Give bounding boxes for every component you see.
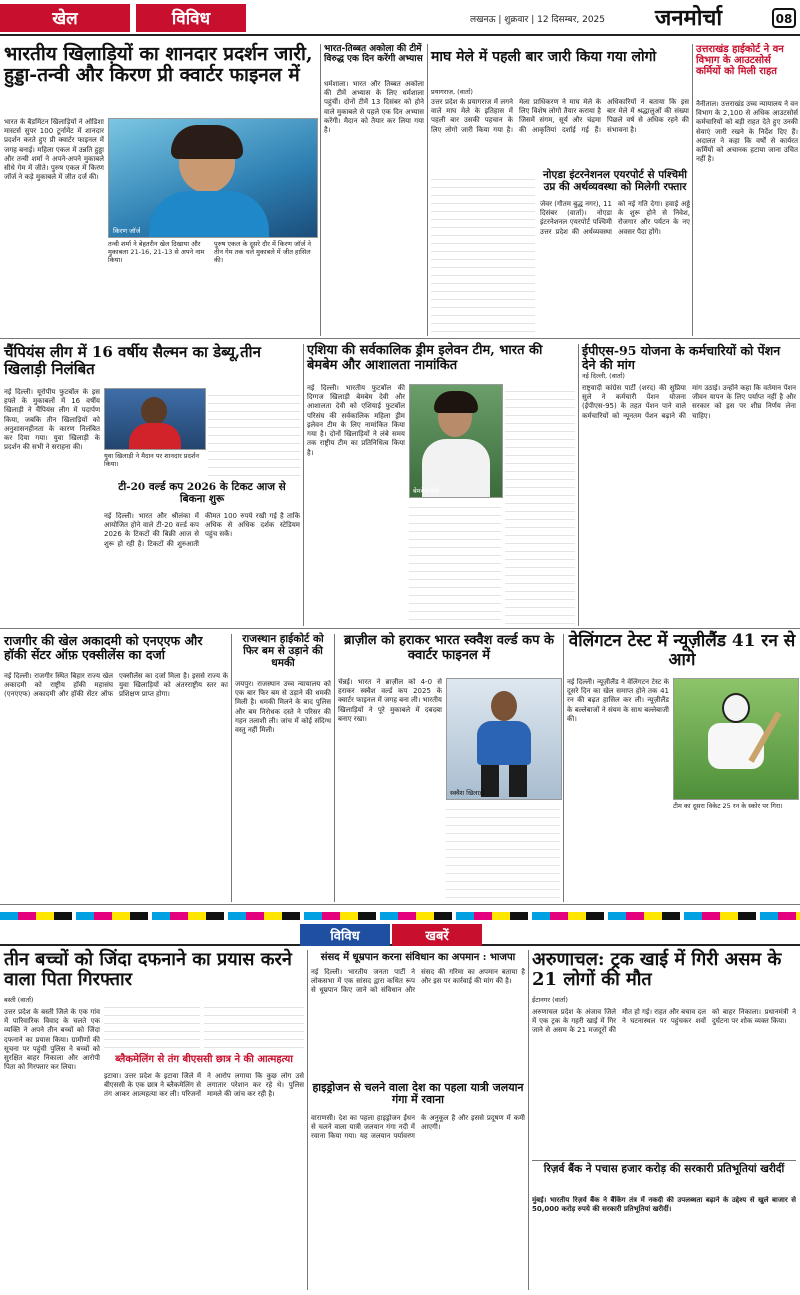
body-t20: नई दिल्ली। भारत और श्रीलंका में आयोजित होने वाले टी-20 वर्ल्ड कप 2026 के टिकटों की बिक्री आज से शुरू हो रही है। टिकटों की शुरुआती कीमत 100 रुपये रखी गई है ताकि अधिक से अधिक दर्शक स्टेडियम पहुंच सकें। <box>104 512 300 548</box>
caption-badminton-left: तन्वी शर्मा ने बेहतरीन खेल दिखाया और मुकाबला 21-16, 21-13 से अपने नाम किया। <box>108 240 205 265</box>
headline-blackmail: ब्लैकमेलिंग से तंग बीएससी छात्र ने की आत्महत्या <box>115 1054 293 1065</box>
body-nz: नई दिल्ली। न्यूज़ीलैंड ने वेलिंगटन टेस्ट के दूसरे दिन का खेल समाप्त होने तक 41 रन की बढ़त हासिल कर ली। न्यूज़ीलैंड के बल्लेबाजों ने संयम के साथ बल्लेबाजी की। <box>567 678 669 723</box>
headline-squash: ब्राज़ील को हराकर भारत स्क्वैश वर्ल्ड कप के क्वार्टर फाइनल में <box>343 633 554 663</box>
headline-badminton: भारतीय खिलाड़ियों का शानदार प्रदर्शन जारी, हुड्डा-तन्वी और किरण प्री क्वार्टर फाइनल में <box>4 43 313 87</box>
headline-nz: वेलिंगटन टेस्ट में न्यूज़ीलैंड 41 रन से आगे <box>568 631 796 671</box>
photo-caption-squash: स्क्वैश खिलाड़ी <box>450 788 485 797</box>
dateline-children: बस्ती (वार्ता) <box>4 996 34 1004</box>
tab-misc[interactable]: विविध <box>136 4 246 32</box>
body-rbi: मुंबई। भारतीय रिज़र्व बैंक ने बैंकिंग तंत्र में नकदी की उपलब्धता बढ़ाने के उद्देश्य से खुले बाजार से 50,000 करोड़ रुपये की सरकारी प्रतिभूतियां खरीदीं। <box>532 1196 796 1214</box>
dateline-magh: प्रयागराज, (वार्ता) <box>431 88 473 96</box>
photo-asia <box>409 384 503 498</box>
body-squash-cont <box>446 802 560 900</box>
body-children-cont2 <box>204 1000 304 1050</box>
headline-arunachal: अरुणाचल: ट्रक खाई में गिरी असम के 21 लोगों की मौत <box>532 949 782 991</box>
misc-tab-label[interactable]: विविध <box>300 924 390 946</box>
body-parliament: नई दिल्ली। भारतीय जनता पार्टी ने लोकसभा में एक सांसद द्वारा कथित रूप से धूम्रपान किए जाने को संविधान और संसद की गरिमा का अपमान बताया है और इस पर कार्रवाई की मांग की है। <box>311 968 525 995</box>
photo-caption-badminton: किरण जॉर्ज <box>113 226 141 235</box>
headline-children: तीन बच्चों को जिंदा दफनाने का प्रयास करने वाला पिता गिरफ्तार <box>4 949 292 991</box>
headline-haridwar: हाइड्रोजन से चलने वाला देश का पहला यात्री जलयान गंगा में रवाना <box>312 1081 524 1107</box>
caption-nz: टीम का दूसरा विकेट 25 रन के स्कोर पर गिरा। <box>673 802 783 810</box>
headline-magh: माघ मेले में पहली बार जारी किया गया लोगो <box>431 49 657 65</box>
body-asia-cont <box>409 500 501 624</box>
tab-sports[interactable]: खेल <box>0 4 130 32</box>
body-asia-cont2 <box>505 384 575 624</box>
body-arunachal: अरुणाचल प्रदेश के अंजाव जिले में एक ट्रक के गहरी खाई में गिर जाने से असम के 21 मजदूरों की मौत हो गई। राहत और बचाव दल ने घटनास्थल पर पहुंचकर शवों को बाहर निकाला। प्रधानमंत्री ने दुर्घटना पर शोक व्यक्त किया। <box>532 1008 796 1035</box>
header-dateline: लखनऊ | शुक्रवार | 12 दिसम्बर, 2025 <box>470 15 606 25</box>
headline-rbi: रिज़र्व बैंक ने पचास हजार करोड़ की सरकारी प्रतिभूतियां खरीदीं <box>543 1163 785 1175</box>
headline-bomb: राजस्थान हाईकोर्ट को फिर बम से उड़ाने की धमकी <box>242 633 324 669</box>
body-blackmail: इटावा। उत्तर प्रदेश के इटावा जिले में बीएससी के एक छात्र ने ब्लैकमेलिंग से तंग आकर आत्महत्या कर ली। परिजनों ने आरोप लगाया कि कुछ लोग उसे लगातार परेशान कर रहे थे। पुलिस मामले की जांच कर रही है। <box>104 1072 304 1099</box>
body-champions-cont <box>208 388 300 478</box>
body-squash: चेन्नई। भारत ने ब्राज़ील को 4-0 से हराकर स्क्वैश वर्ल्ड कप 2025 के क्वार्टर फाइनल में जगह बना ली। भारतीय खिलाड़ियों ने पूरे मुकाबले में दबदबा बनाए रखा। <box>338 678 442 723</box>
photo-squash <box>446 678 562 800</box>
photo-champions <box>104 388 206 450</box>
headline-noida: नोएडा इंटरनेशनल एयरपोर्ट से पश्चिमी उप्र की अर्थव्यवस्था को मिलेगी रफ्तार <box>542 169 688 193</box>
body-bomb: जयपुर। राजस्थान उच्च न्यायालय को एक बार फिर बम से उड़ाने की धमकी मिली है। धमकी मिलने के बाद पुलिस और बम निरोधक दस्ते ने परिसर की गहन तलाशी ली। जांच में कोई संदिग्ध वस्तु नहीं मिली। <box>235 680 331 735</box>
color-strip <box>0 912 800 920</box>
body-children-cont <box>104 1000 200 1050</box>
body-magh: उत्तर प्रदेश के प्रयागराज में लगने वाले माघ मेले के इतिहास में पहली बार उसकी पहचान के लिए लोगो जारी किया गया है। मेला प्राधिकरण ने माघ मेले के लिए विशेष लोगो तैयार कराया है जिसमें संगम, सूर्य और चंद्रमा की आकृतियां दर्शाई गई हैं। अधिकारियों ने बताया कि इस बार मेले में श्रद्धालुओं की संख्या पिछले वर्ष से अधिक रहने की संभावना है। <box>431 98 689 134</box>
headline-wrestling: भारत-तिब्बत अकोला की टीमें विरुद्ध एक दिन करेंगी अभ्यास <box>324 44 423 65</box>
body-esi: राष्ट्रवादी कांग्रेस पार्टी (शरद) की सुप्रिया सुले ने कर्मचारी पेंशन योजना (ईपीएस-95) के तहत पेंशन पाने वाले कर्मचारियों को न्यूनतम पेंशन बढ़ाने की मांग उठाई। उन्होंने कहा कि वर्तमान पेंशन जीवन यापन के लिए पर्याप्त नहीं है और सरकार को इस पर शीघ्र निर्णय लेना चाहिए। <box>582 384 796 420</box>
body-haridwar: वाराणसी। देश का पहला हाइड्रोजन ईंधन से चलने वाला यात्री जलयान गंगा नदी में रवाना किया गया। यह जलयान पर्यावरण के अनुकूल है और इससे प्रदूषण में कमी आएगी। <box>311 1114 525 1141</box>
body-champions: नई दिल्ली। यूरोपीय फुटबॉल के इस हफ्ते के मुकाबलों में 16 वर्षीय खिलाड़ी ने चैंपियंस लीग में पदार्पण किया, जबकि तीन खिलाड़ियों को अनुशासनहीनता के कारण निलंबित कर दिया गया। युवा खिलाड़ी के प्रदर्शन की सभी ने सराहना की। <box>4 388 100 452</box>
header-date: 12 दिसम्बर, 2025 <box>537 15 606 25</box>
body-children: उत्तर प्रदेश के बस्ती जिले के एक गांव में पारिवारिक विवाद के चलते एक व्यक्ति ने अपने तीन बच्चों को जिंदा दफनाने का प्रयास किया। ग्रामीणों की सूचना पर पहुंची पुलिस ने बच्चों को सुरक्षित बाहर निकाला और आरोपी पिता को गिरफ्तार कर लिया। <box>4 1008 100 1072</box>
page-number: 08 <box>772 8 796 28</box>
body-noida: जेवर (गौतम बुद्ध नगर), 11 दिसंबर (वार्ता)। नोएडा इंटरनेशनल एयरपोर्ट पश्चिमी उत्तर प्रदेश की अर्थव्यवस्था को नई गति देगा। हवाई अड्डे के शुरू होने से निवेश, रोजगार और पर्यटन के नए अवसर पैदा होंगे। <box>540 200 690 236</box>
photo-nz <box>673 678 799 800</box>
header-city: लखनऊ <box>470 15 496 25</box>
page-header <box>0 0 800 36</box>
masthead-logo: जनमोर्चा <box>655 6 723 31</box>
dateline-arunachal: ईटानगर (वार्ता) <box>532 996 568 1004</box>
body-wrestling: धर्मशाला। भारत और तिब्बत अकोला की टीमें अभ्यास के लिए धर्मशाला पहुंचीं। दोनों टीमें 13 दिसंबर को होने वाले मुकाबले से पहले एक दिन अभ्यास करेंगी। मैदान को तैयार कर लिया गया है। <box>324 80 424 135</box>
headline-uk: उत्तराखंड हाईकोर्ट ने वन विभाग के आउटसोर्स कर्मियों को मिली राहत <box>696 44 784 78</box>
headline-esi: ईपीएस-95 योजना के कर्मचारियों को पेंशन देने की मांग <box>582 343 781 372</box>
body-asia: नई दिल्ली। भारतीय फुटबॉल की दिग्गज खिलाड़ी बेमबेम देवी और आशालता देवी को एशियाई फुटबॉल परिसंघ की सर्वकालिक महिला ड्रीम इलेवन टीम के लिए नामांकित किया गया है। दोनों खिलाड़ियों ने लंबे समय तक राष्ट्रीय टीम का प्रतिनिधित्व किया है। <box>307 384 405 457</box>
photo-badminton <box>108 118 318 238</box>
header-day: शुक्रवार <box>504 15 529 25</box>
photo-caption-asia: बेमबेम देवी <box>413 486 440 495</box>
dateline-esi: नई दिल्ली, (वार्ता) <box>582 372 625 380</box>
misc-section-bar <box>0 924 800 946</box>
body-magh-cont <box>431 172 535 336</box>
headline-asia: एशिया की सर्वकालिक ड्रीम इलेवन टीम, भारत की बेमबेम और आशालता नामांकित <box>307 343 543 373</box>
body-academy: नई दिल्ली। राजगीर स्थित बिहार राज्य खेल अकादमी को राष्ट्रीय हॉकी महासंघ (एनएएफ) अकादमी और हॉकी सेंटर ऑफ एक्सीलेंस का दर्जा मिला है। इससे राज्य के युवा खिलाड़ियों को अंतरराष्ट्रीय स्तर का प्रशिक्षण प्राप्त होगा। <box>4 672 228 699</box>
headline-champions: चैंपियंस लीग में 16 वर्षीय सैल्मन का डेब्यू,तीन खिलाड़ी निलंबित <box>4 343 261 378</box>
body-uk: नैनीताल। उत्तराखंड उच्च न्यायालय ने वन विभाग के 2,100 से अधिक आउटसोर्स कर्मचारियों को बड़ी राहत देते हुए उनकी सेवाएं जारी रखने के निर्देश दिए हैं। अदालत ने कहा कि वर्षों से कार्यरत कर्मियों को अचानक हटाया जाना उचित नहीं है। <box>696 100 798 164</box>
news-tab-label[interactable]: खबरें <box>392 924 482 946</box>
caption-champions: युवा खिलाड़ी ने मैदान पर शानदार प्रदर्शन किया। <box>104 452 199 469</box>
body-badminton: भारत के बैडमिंटन खिलाड़ियों ने ओडिशा मास्टर्स सुपर 100 टूर्नामेंट में शानदार प्रदर्शन करते हुए प्री क्वार्टर फाइनल में जगह बनाई। महिला एकल में उन्नति हुड्डा और तन्वी शर्मा ने अपने-अपने मुकाबले सीधे गेम में जीते। पुरुष एकल में किरण जॉर्ज ने कड़े मुकाबले में जीत दर्ज की। <box>4 118 104 182</box>
headline-parliament: संसद में धूम्रपान करना संविधान का अपमान : भाजपा <box>320 952 516 963</box>
caption-badminton-right: पुरुष एकल के दूसरे दौर में किरण जॉर्ज ने तीन गेम तक चले मुकाबले में जीत हासिल की। <box>214 240 312 265</box>
headline-t20: टी-20 वर्ल्ड कप 2026 के टिकट आज से बिकना शुरू <box>118 481 286 505</box>
headline-academy: राजगीर की खेल अकादमी को एनएएफ और हॉकी सेंटर ऑफ़ एक्सीलेंस का दर्जा <box>4 633 203 662</box>
